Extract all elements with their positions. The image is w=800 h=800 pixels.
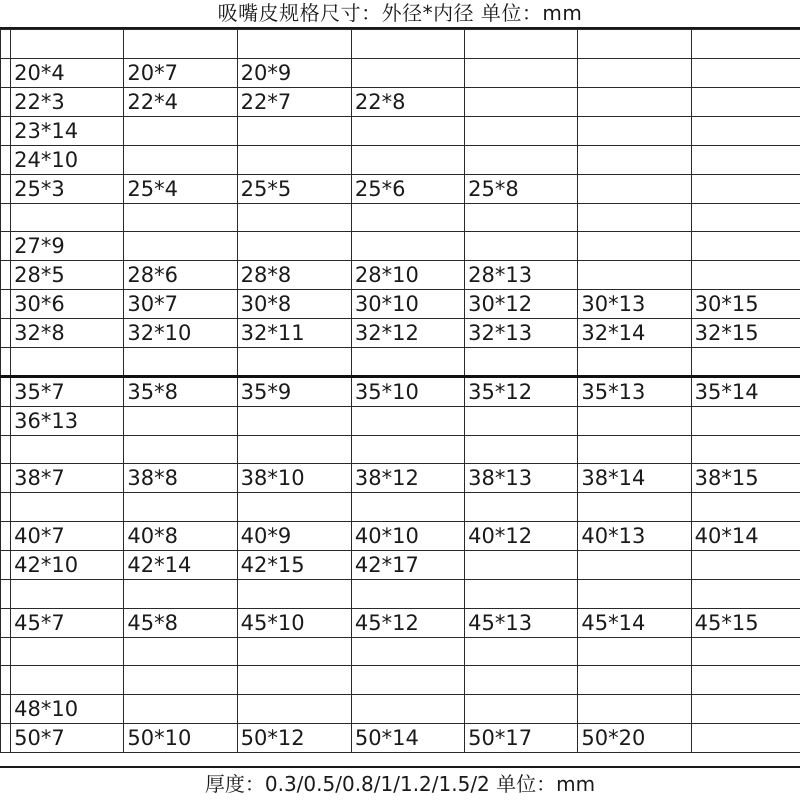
thickness-footer: 厚度：0.3/0.5/0.8/1/1.2/1.5/2 单位：mm bbox=[204, 772, 596, 796]
table-cell bbox=[465, 435, 578, 464]
edge-cell bbox=[1, 723, 11, 752]
edge-cell bbox=[1, 203, 11, 232]
table-cell: 28*10 bbox=[351, 261, 464, 290]
table-row bbox=[1, 376, 800, 406]
table-row bbox=[1, 203, 800, 232]
table-cell bbox=[578, 579, 691, 608]
table-cell: 30*13 bbox=[578, 290, 691, 319]
table-cell: 45*8 bbox=[124, 608, 237, 637]
table-cell: 38*8 bbox=[124, 464, 237, 493]
edge-cell bbox=[1, 608, 11, 637]
table-cell: 38*13 bbox=[465, 464, 578, 493]
table-cell bbox=[691, 493, 800, 522]
table-cell: 35*8 bbox=[124, 376, 237, 406]
table-cell bbox=[237, 435, 351, 464]
table-cell bbox=[578, 406, 691, 435]
table-cell: 36*13 bbox=[11, 406, 124, 435]
table-cell bbox=[237, 637, 351, 666]
table-cell: 38*10 bbox=[237, 464, 351, 493]
table-cell bbox=[578, 435, 691, 464]
table-cell: 22*7 bbox=[237, 87, 351, 116]
table-cell bbox=[237, 145, 351, 174]
table-cell: 38*12 bbox=[351, 464, 464, 493]
table-cell bbox=[124, 30, 237, 59]
table-cell: 28*5 bbox=[11, 261, 124, 290]
table-cell bbox=[124, 116, 237, 145]
table-cell bbox=[691, 232, 800, 261]
table-cell: 45*12 bbox=[351, 608, 464, 637]
table-cell bbox=[351, 203, 464, 232]
table-cell: 30*15 bbox=[691, 290, 800, 319]
table-cell: 24*10 bbox=[11, 145, 124, 174]
edge-cell bbox=[1, 87, 11, 116]
table-cell: 22*8 bbox=[351, 87, 464, 116]
table-cell bbox=[578, 493, 691, 522]
table-cell: 32*15 bbox=[691, 319, 800, 348]
table-cell bbox=[691, 406, 800, 435]
table-cell bbox=[351, 493, 464, 522]
table-cell: 22*4 bbox=[124, 87, 237, 116]
table-cell bbox=[578, 694, 691, 723]
table-cell bbox=[11, 435, 124, 464]
table-cell: 40*9 bbox=[237, 521, 351, 550]
table-row bbox=[1, 666, 800, 695]
table-cell: 30*8 bbox=[237, 290, 351, 319]
table-cell bbox=[465, 348, 578, 377]
table-cell bbox=[465, 30, 578, 59]
table-cell bbox=[578, 666, 691, 695]
edge-cell bbox=[1, 376, 11, 406]
table-cell bbox=[351, 145, 464, 174]
table-cell bbox=[691, 579, 800, 608]
table-cell bbox=[237, 406, 351, 435]
table-row bbox=[1, 521, 800, 550]
table-cell bbox=[351, 694, 464, 723]
table-row bbox=[1, 261, 800, 290]
table-cell: 32*8 bbox=[11, 319, 124, 348]
table-cell bbox=[465, 666, 578, 695]
table-cell bbox=[11, 493, 124, 522]
table-cell: 38*14 bbox=[578, 464, 691, 493]
table-cell: 45*13 bbox=[465, 608, 578, 637]
table-cell bbox=[465, 493, 578, 522]
edge-cell bbox=[1, 579, 11, 608]
table-cell: 40*10 bbox=[351, 521, 464, 550]
table-cell: 35*12 bbox=[465, 376, 578, 406]
table-cell bbox=[237, 116, 351, 145]
table-cell bbox=[691, 116, 800, 145]
table-cell bbox=[691, 261, 800, 290]
table-cell: 32*11 bbox=[237, 319, 351, 348]
table-row bbox=[1, 608, 800, 637]
table-cell: 22*3 bbox=[11, 87, 124, 116]
edge-cell bbox=[1, 493, 11, 522]
table-cell: 35*9 bbox=[237, 376, 351, 406]
table-cell bbox=[237, 30, 351, 59]
table-cell bbox=[578, 30, 691, 59]
table-cell bbox=[124, 203, 237, 232]
table-row bbox=[1, 58, 800, 87]
edge-cell bbox=[1, 116, 11, 145]
edge-cell bbox=[1, 464, 11, 493]
table-cell: 28*13 bbox=[465, 261, 578, 290]
table-cell bbox=[11, 30, 124, 59]
table-cell bbox=[465, 637, 578, 666]
table-row bbox=[1, 406, 800, 435]
table-row bbox=[1, 579, 800, 608]
table-row bbox=[1, 723, 800, 752]
table-cell: 45*14 bbox=[578, 608, 691, 637]
table-cell: 38*15 bbox=[691, 464, 800, 493]
edge-cell bbox=[1, 174, 11, 203]
table-cell bbox=[691, 550, 800, 579]
table-cell: 23*14 bbox=[11, 116, 124, 145]
table-cell bbox=[465, 145, 578, 174]
table-cell bbox=[578, 261, 691, 290]
table-cell: 40*13 bbox=[578, 521, 691, 550]
table-cell: 20*9 bbox=[237, 58, 351, 87]
table-cell: 40*8 bbox=[124, 521, 237, 550]
table-cell bbox=[578, 232, 691, 261]
table-cell: 45*10 bbox=[237, 608, 351, 637]
table-cell bbox=[465, 232, 578, 261]
table-cell bbox=[351, 348, 464, 377]
table-cell: 40*7 bbox=[11, 521, 124, 550]
table-row bbox=[1, 464, 800, 493]
table-cell: 42*10 bbox=[11, 550, 124, 579]
table-cell bbox=[578, 203, 691, 232]
table-cell: 42*14 bbox=[124, 550, 237, 579]
table-cell bbox=[578, 58, 691, 87]
edge-cell bbox=[1, 348, 11, 377]
table-cell bbox=[465, 694, 578, 723]
table-cell bbox=[465, 550, 578, 579]
table-cell bbox=[578, 116, 691, 145]
table-cell: 32*12 bbox=[351, 319, 464, 348]
table-cell bbox=[691, 87, 800, 116]
table-cell bbox=[11, 203, 124, 232]
table-cell bbox=[691, 58, 800, 87]
table-cell bbox=[465, 579, 578, 608]
edge-cell bbox=[1, 435, 11, 464]
edge-cell bbox=[1, 145, 11, 174]
table-cell: 25*8 bbox=[465, 174, 578, 203]
table-cell bbox=[124, 637, 237, 666]
table-cell: 35*7 bbox=[11, 376, 124, 406]
table-cell: 20*7 bbox=[124, 58, 237, 87]
table-cell bbox=[691, 348, 800, 377]
table-cell: 32*14 bbox=[578, 319, 691, 348]
edge-cell bbox=[1, 232, 11, 261]
edge-cell bbox=[1, 637, 11, 666]
table-cell bbox=[237, 203, 351, 232]
table-cell: 50*7 bbox=[11, 723, 124, 752]
table-body bbox=[1, 30, 800, 753]
table-cell: 42*17 bbox=[351, 550, 464, 579]
edge-cell bbox=[1, 30, 11, 59]
table-cell: 45*15 bbox=[691, 608, 800, 637]
edge-cell bbox=[1, 290, 11, 319]
table-row bbox=[1, 493, 800, 522]
table-cell: 30*10 bbox=[351, 290, 464, 319]
edge-cell bbox=[1, 406, 11, 435]
edge-cell bbox=[1, 666, 11, 695]
table-cell bbox=[691, 435, 800, 464]
table-cell: 50*10 bbox=[124, 723, 237, 752]
table-cell: 25*3 bbox=[11, 174, 124, 203]
table-cell: 25*6 bbox=[351, 174, 464, 203]
table-cell: 28*6 bbox=[124, 261, 237, 290]
table-row bbox=[1, 637, 800, 666]
table-cell bbox=[465, 58, 578, 87]
table-cell: 27*9 bbox=[11, 232, 124, 261]
table-cell bbox=[237, 232, 351, 261]
table-cell: 30*6 bbox=[11, 290, 124, 319]
table-cell: 35*10 bbox=[351, 376, 464, 406]
table-row bbox=[1, 174, 800, 203]
table-row bbox=[1, 87, 800, 116]
table-cell bbox=[124, 232, 237, 261]
table-cell bbox=[351, 30, 464, 59]
spec-table-container bbox=[0, 27, 800, 768]
edge-cell bbox=[1, 694, 11, 723]
table-cell bbox=[465, 116, 578, 145]
table-cell bbox=[11, 666, 124, 695]
table-cell bbox=[691, 637, 800, 666]
table-cell bbox=[351, 406, 464, 435]
table-cell bbox=[124, 406, 237, 435]
table-cell bbox=[124, 666, 237, 695]
table-cell: 32*10 bbox=[124, 319, 237, 348]
edge-cell bbox=[1, 319, 11, 348]
table-cell: 40*12 bbox=[465, 521, 578, 550]
table-cell: 50*14 bbox=[351, 723, 464, 752]
table-cell: 32*13 bbox=[465, 319, 578, 348]
table-cell: 48*10 bbox=[11, 694, 124, 723]
table-row bbox=[1, 319, 800, 348]
table-cell bbox=[465, 406, 578, 435]
table-cell: 20*4 bbox=[11, 58, 124, 87]
table-cell bbox=[578, 87, 691, 116]
table-cell bbox=[11, 348, 124, 377]
table-cell bbox=[237, 694, 351, 723]
table-cell: 38*7 bbox=[11, 464, 124, 493]
table-cell bbox=[237, 666, 351, 695]
table-cell bbox=[691, 723, 800, 752]
table-cell: 28*8 bbox=[237, 261, 351, 290]
table-cell: 45*7 bbox=[11, 608, 124, 637]
table-cell: 35*14 bbox=[691, 376, 800, 406]
table-cell: 30*7 bbox=[124, 290, 237, 319]
table-cell bbox=[691, 174, 800, 203]
page-title: 吸嘴皮规格尺寸：外径*内径 单位：mm bbox=[217, 1, 583, 25]
table-cell bbox=[351, 58, 464, 87]
table-cell bbox=[11, 637, 124, 666]
table-cell: 50*12 bbox=[237, 723, 351, 752]
table-cell bbox=[237, 348, 351, 377]
table-cell bbox=[578, 637, 691, 666]
table-cell bbox=[351, 637, 464, 666]
table-cell bbox=[124, 435, 237, 464]
table-cell bbox=[351, 232, 464, 261]
table-cell bbox=[465, 87, 578, 116]
table-cell bbox=[465, 203, 578, 232]
table-row bbox=[1, 116, 800, 145]
table-row bbox=[1, 550, 800, 579]
table-row bbox=[1, 694, 800, 723]
edge-cell bbox=[1, 521, 11, 550]
table-cell bbox=[691, 203, 800, 232]
table-cell: 25*4 bbox=[124, 174, 237, 203]
table-cell bbox=[351, 579, 464, 608]
table-cell bbox=[237, 579, 351, 608]
edge-cell bbox=[1, 261, 11, 290]
spec-table bbox=[0, 29, 800, 753]
table-cell bbox=[124, 493, 237, 522]
table-cell bbox=[351, 666, 464, 695]
table-cell bbox=[691, 666, 800, 695]
table-row bbox=[1, 232, 800, 261]
table-cell: 42*15 bbox=[237, 550, 351, 579]
table-row bbox=[1, 30, 800, 59]
table-cell bbox=[351, 116, 464, 145]
edge-cell bbox=[1, 58, 11, 87]
table-cell: 25*5 bbox=[237, 174, 351, 203]
table-cell bbox=[124, 694, 237, 723]
table-row bbox=[1, 348, 800, 377]
table-cell: 50*20 bbox=[578, 723, 691, 752]
table-cell bbox=[578, 348, 691, 377]
table-cell: 35*13 bbox=[578, 376, 691, 406]
table-cell bbox=[578, 550, 691, 579]
table-row bbox=[1, 145, 800, 174]
table-cell bbox=[124, 145, 237, 174]
table-cell bbox=[124, 579, 237, 608]
table-cell: 30*12 bbox=[465, 290, 578, 319]
table-cell bbox=[237, 493, 351, 522]
table-cell bbox=[124, 348, 237, 377]
table-cell bbox=[578, 145, 691, 174]
edge-cell bbox=[1, 550, 11, 579]
table-cell bbox=[691, 30, 800, 59]
table-cell bbox=[578, 174, 691, 203]
table-row bbox=[1, 290, 800, 319]
table-cell bbox=[11, 579, 124, 608]
table-cell bbox=[351, 435, 464, 464]
table-row bbox=[1, 435, 800, 464]
table-cell: 40*14 bbox=[691, 521, 800, 550]
table-cell bbox=[691, 145, 800, 174]
table-cell: 50*17 bbox=[465, 723, 578, 752]
table-cell bbox=[691, 694, 800, 723]
